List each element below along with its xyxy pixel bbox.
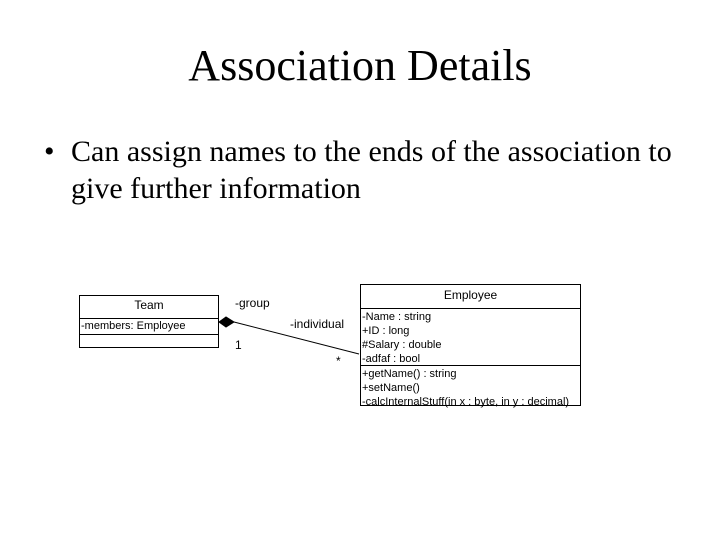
employee-operation: -calcInternalStuff(in x : byte, in y : decimal) — [362, 396, 570, 408]
class-team-name: Team — [134, 298, 164, 312]
class-employee-attributes — [361, 308, 580, 365]
role-label-group: -group — [235, 296, 270, 310]
team-attribute: -members: Employee — [81, 320, 186, 332]
employee-operation: +getName() : string — [362, 368, 457, 380]
employee-attribute: #Salary : double — [362, 339, 442, 351]
multiplicity-label-team: 1 — [235, 338, 242, 352]
multiplicity-label-employee: * — [336, 354, 341, 368]
bullet-text: Can assign names to the ends of the association to give further information — [71, 135, 672, 205]
class-team-operations — [80, 334, 218, 349]
class-employee — [360, 284, 581, 406]
slide-title: Association Details — [188, 41, 532, 90]
class-employee-name: Employee — [443, 288, 498, 302]
employee-attribute: -adfaf : bool — [362, 353, 421, 365]
bullet-dot: • — [44, 135, 55, 168]
class-team — [79, 295, 219, 348]
role-label-individual: -individual — [290, 317, 345, 331]
composition-diamond-icon — [219, 317, 234, 327]
employee-attribute: +ID : long — [362, 325, 410, 337]
employee-operation: +setName() — [362, 382, 420, 394]
class-team-attributes — [80, 318, 218, 334]
class-employee-operations — [361, 365, 580, 408]
employee-attribute: -Name : string — [362, 311, 432, 323]
